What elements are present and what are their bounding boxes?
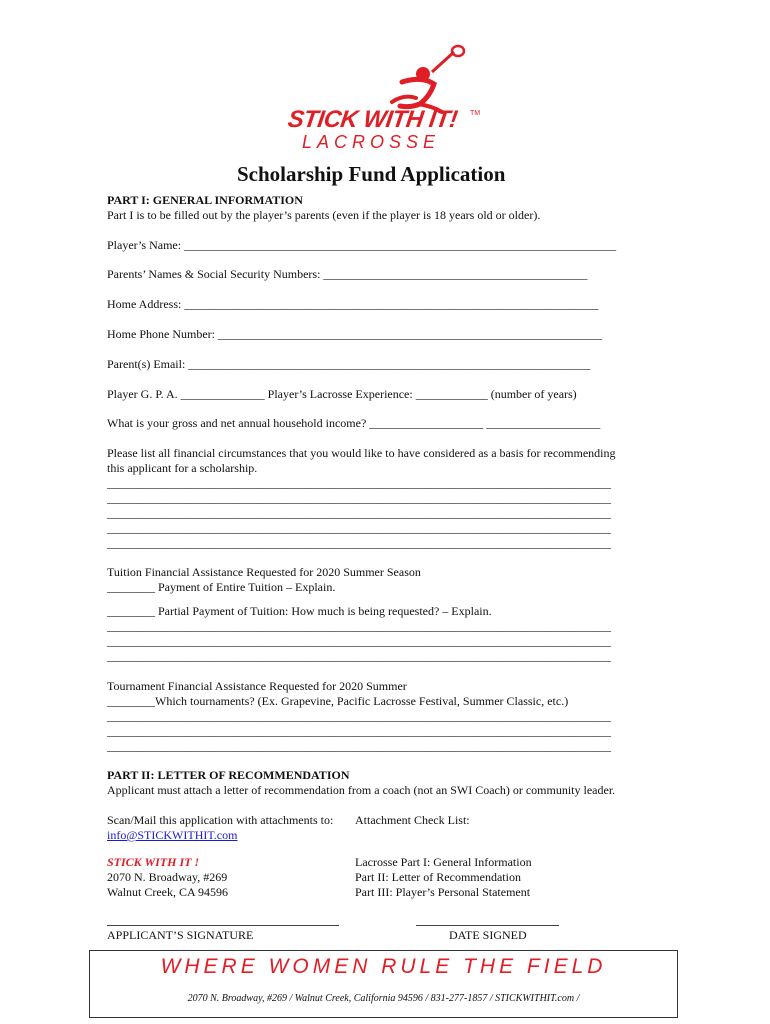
- parent-email-field[interactable]: Parent(s) Email: ___________________________________________________________________: [107, 357, 591, 371]
- part2-text: Applicant must attach a letter of recommendation from a coach (not an SWI Coach) or community leader.: [107, 783, 616, 797]
- applicant-signature-label: APPLICANT’S SIGNATURE: [107, 928, 254, 942]
- part2-heading: PART II: LETTER OF RECOMMENDATION: [107, 768, 350, 782]
- home-phone-field[interactable]: Home Phone Number: ________________________________________________________________: [107, 327, 602, 341]
- tournament-line[interactable]: ____________________________________________________________________________________: [107, 724, 611, 738]
- lacrosse-player-icon: [282, 44, 492, 114]
- tuition-entire-option[interactable]: ________ Payment of Entire Tuition – Explain.: [107, 580, 336, 594]
- tournament-line[interactable]: ____________________________________________________________________________________: [107, 739, 611, 753]
- tuition-line[interactable]: ____________________________________________________________________________________: [107, 619, 611, 633]
- parents-names-field[interactable]: Parents’ Names & Social Security Numbers: ____________________________________________: [107, 267, 588, 281]
- part1-intro: Part I is to be filled out by the player’s parents (even if the player is 18 years old or older).: [107, 208, 541, 222]
- mail-address-line1: 2070 N. Broadway, #269: [107, 870, 228, 884]
- circumstances-line[interactable]: ____________________________________________________________________________________: [107, 491, 611, 505]
- tuition-line[interactable]: ____________________________________________________________________________________: [107, 649, 611, 663]
- part1-heading: PART I: GENERAL INFORMATION: [107, 193, 303, 207]
- players-name-field[interactable]: Player’s Name: ________________________________________________________________________: [107, 238, 617, 252]
- applicant-signature-line[interactable]: [107, 925, 339, 926]
- logo-brand-line2: LACROSSE: [302, 132, 441, 152]
- tournament-line[interactable]: ____________________________________________________________________________________: [107, 709, 611, 723]
- mail-instructions: Scan/Mail this application with attachments to:: [107, 813, 334, 827]
- logo-trademark: TM: [470, 110, 481, 117]
- home-address-field[interactable]: Home Address: _____________________________________________________________________: [107, 297, 599, 311]
- page-title: Scholarship Fund Application: [237, 162, 506, 186]
- logo: [282, 44, 492, 156]
- household-income-field[interactable]: What is your gross and net annual household income? ___________________ ___________________: [107, 416, 601, 430]
- circumstances-prompt-line2: this applicant for a scholarship.: [107, 461, 258, 475]
- footer-slogan: WHERE WOMEN RULE THE FIELD: [160, 955, 607, 978]
- footer-box: [89, 950, 678, 1018]
- checklist-item: Lacrosse Part I: General Information: [355, 855, 532, 869]
- org-name: STICK WITH IT !: [107, 855, 200, 869]
- mail-address-line2: Walnut Creek, CA 94596: [107, 885, 229, 899]
- footer-address: 2070 N. Broadway, #269 / Walnut Creek, California 94596 / 831-277-1857 / STICKWITHIT.com /: [187, 993, 580, 1004]
- tuition-line[interactable]: ____________________________________________________________________________________: [107, 634, 611, 648]
- checklist-item: Part III: Player’s Personal Statement: [355, 885, 531, 899]
- circumstances-prompt-line1: Please list all financial circumstances that you would like to have considered as a basis for recommending: [107, 446, 616, 460]
- gpa-experience-field[interactable]: Player G. P. A. ______________ Player’s Lacrosse Experience: ____________ (number of years): [107, 387, 577, 401]
- tournament-which-field[interactable]: ________Which tournaments? (Ex. Grapevine, Pacific Lacrosse Festival, Summer Classic, etc.): [107, 694, 569, 708]
- circumstances-line[interactable]: ____________________________________________________________________________________: [107, 506, 611, 520]
- date-signed-label: DATE SIGNED: [449, 928, 527, 942]
- tournament-heading: Tournament Financial Assistance Requested for 2020 Summer: [107, 679, 407, 693]
- checklist-heading: Attachment Check List:: [355, 813, 470, 827]
- circumstances-line[interactable]: ____________________________________________________________________________________: [107, 536, 611, 550]
- email-link[interactable]: info@STICKWITHIT.com: [107, 828, 238, 842]
- tuition-heading: Tuition Financial Assistance Requested for 2020 Summer Season: [107, 565, 421, 579]
- date-signed-line[interactable]: [416, 925, 559, 926]
- circumstances-line[interactable]: ____________________________________________________________________________________: [107, 476, 611, 490]
- circumstances-line[interactable]: ____________________________________________________________________________________: [107, 521, 611, 535]
- logo-brand-line1: STICK WITH IT!: [286, 106, 459, 133]
- checklist-item: Part II: Letter of Recommendation: [355, 870, 521, 884]
- tuition-partial-option[interactable]: ________ Partial Payment of Tuition: How much is being requested? – Explain.: [107, 604, 492, 618]
